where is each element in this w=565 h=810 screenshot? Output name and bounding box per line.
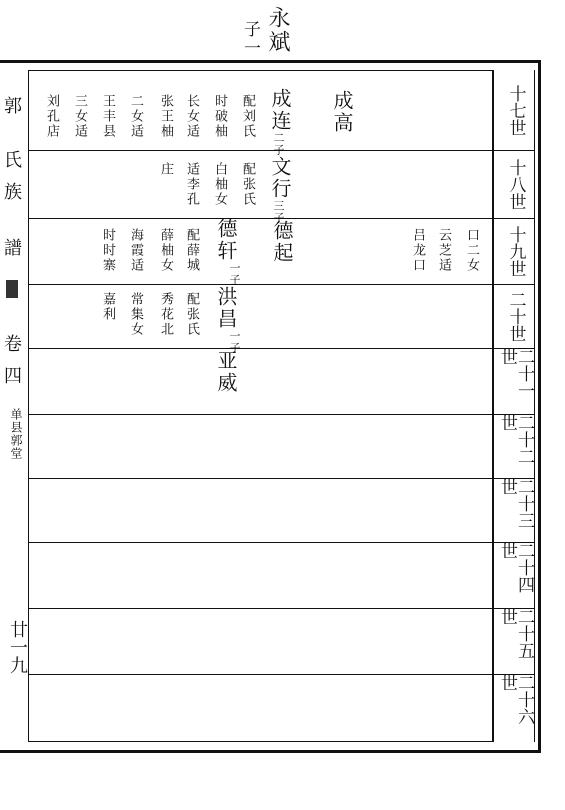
daughter-haixia: 海霞适 [128, 228, 143, 273]
margin-glyph-4: 譜 [4, 238, 22, 259]
name-yawei: 亚威 [214, 350, 238, 394]
spouse-liu: 配刘氏 [240, 94, 255, 139]
gen-label-26: 二十六世 [497, 674, 534, 725]
name-wenxing: 文行 [268, 156, 292, 200]
daughter-yunzhi-place: 吕龙口 [410, 228, 425, 273]
spouse-zhang: 配张氏 [240, 162, 255, 207]
gen-label-22: 二十二世 [497, 414, 534, 465]
row-divider [28, 478, 535, 479]
spouse-xue: 配薛城 [184, 228, 199, 273]
gen-label-17: 十七世 [505, 84, 526, 136]
row-divider [28, 542, 535, 543]
daughter-xiuhua: 秀花北 [158, 292, 173, 337]
name-chenglian: 成连 [268, 88, 292, 132]
generation-column [493, 70, 535, 742]
daughter-2-place: 王丰县 [100, 94, 115, 139]
daughter-3-place: 刘孔店 [44, 94, 59, 139]
margin-glyph-5: 卷 [4, 334, 22, 355]
daughter-3: 三女适 [72, 94, 87, 139]
header-name-a: 永斌 [265, 6, 290, 54]
dexuan-sons: 一子 [228, 262, 241, 286]
daughter-2: 二女适 [128, 94, 143, 139]
chenglian-sons: 二子 [272, 132, 285, 156]
margin-hall: 单县郭堂 [9, 408, 23, 460]
gen-label-21: 二十一世 [497, 348, 534, 399]
daughter-changji: 常集女 [128, 292, 143, 337]
daughter-marriage: 适李孔 [184, 162, 199, 207]
daughter-jiali: 嘉利 [100, 292, 115, 322]
daughter-1: 长女适 [184, 94, 199, 139]
spouse-zhang-origin: 白柚女 [212, 162, 227, 207]
gen-label-20: 二十世 [505, 290, 526, 342]
name-deqi: 德起 [270, 220, 294, 264]
gen-label-23: 二十三世 [497, 478, 534, 529]
gen-label-25: 二十五世 [497, 608, 534, 659]
daughter-yunzhi: 云芝适 [436, 228, 451, 273]
row-divider [28, 414, 535, 415]
spouse-xue-origin: 薛柚女 [158, 228, 173, 273]
row-divider [28, 284, 535, 285]
row-divider [28, 608, 535, 609]
gen-label-19: 十九世 [505, 225, 526, 277]
margin-glyph-6: 四 [4, 366, 22, 387]
hongchang-sons: 一子 [228, 330, 241, 354]
row-divider [28, 674, 535, 675]
name-hongchang: 洪昌 [214, 286, 238, 330]
wenxing-sons: 三子 [272, 200, 285, 224]
daughter-marriage-place: 庄 [158, 162, 173, 177]
gen-label-18: 十八世 [505, 158, 526, 210]
margin-glyph-1: 郭 [4, 96, 22, 117]
daughter-haixia-place: 时时寨 [100, 228, 115, 273]
inner-frame [28, 70, 493, 742]
row-divider [28, 348, 535, 349]
name-dexuan: 德轩 [214, 218, 238, 262]
margin-page-no: 廿一九 [7, 620, 28, 674]
name-chenggao: 成高 [330, 90, 354, 134]
daughters-note: 口二女 [464, 228, 479, 273]
margin-glyph-3: 族 [4, 182, 22, 203]
header-name-b: 子一 [240, 20, 260, 58]
spouse-zhang-2: 配张氏 [184, 292, 199, 337]
margin-glyph-2: 氏 [4, 150, 22, 171]
spouse-liu-origin: 时破柚 [212, 94, 227, 139]
seal-mark [6, 280, 18, 302]
gen-label-24: 二十四世 [497, 542, 534, 593]
daughter-1-place: 张王柚 [158, 94, 173, 139]
